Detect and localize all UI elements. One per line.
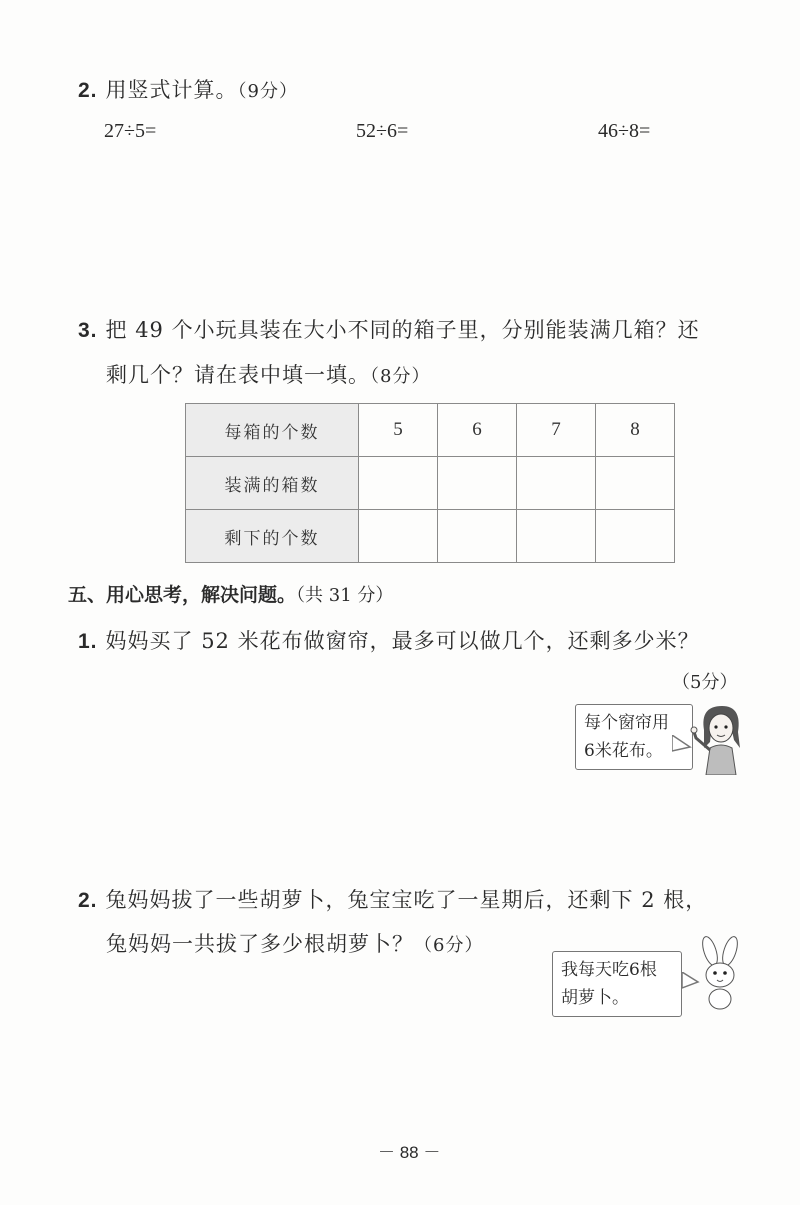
q2-points: （9分） [237,81,298,102]
answer-cell[interactable] [359,457,438,510]
answer-cell[interactable] [596,510,675,563]
p1-heading [78,625,700,655]
row-header-per-box: 每箱的个数 [186,404,359,457]
calc-2: 52÷6= [356,120,409,142]
q2-title: 用竖式计算。 [105,78,238,102]
p2-bubble-line1: 我每天吃6根 [561,960,657,980]
row-header-remaining: 剩下的个数 [186,510,359,563]
per-box-6: 6 [438,404,517,457]
answer-cell[interactable] [517,510,596,563]
p2-text-line1: 兔妈妈拔了一些胡萝卜，兔宝宝吃了一星期后，还剩下 2 根， [105,888,708,912]
calc-3: 46÷8= [598,120,651,142]
p2-text-line2: 兔妈妈一共拔了多少根胡萝卜？ [106,932,414,956]
q2-number: 2. [78,79,98,102]
q2-heading [78,74,298,104]
p2-points: （6分） [414,935,484,956]
calc-1: 27÷5= [104,120,157,142]
p2-number: 2. [78,889,98,912]
p2-line1 [78,884,707,914]
answer-table [185,403,675,563]
per-box-5: 5 [359,404,438,457]
bubble-tail [672,735,692,755]
p2-speech-bubble [552,951,682,1017]
q3-line1 [78,314,700,344]
section5-heading [68,580,393,607]
q3-points: （8分） [370,366,431,387]
rabbit-illustration-icon [690,935,750,1010]
table-row [186,404,675,457]
answer-cell[interactable] [517,457,596,510]
p1-bubble-line2: 6米花布。 [584,741,663,761]
table-row [186,457,675,510]
p2-bubble-line2: 胡萝卜。 [561,988,629,1008]
answer-cell[interactable] [359,510,438,563]
per-box-8: 8 [596,404,675,457]
q3-text-line1: 把 49 个小玩具装在大小不同的箱子里，分别能装满几箱？还 [105,318,700,342]
girl-illustration-icon [690,700,750,775]
answer-cell[interactable] [438,510,517,563]
p1-bubble-line1: 每个窗帘用 [584,713,669,733]
per-box-7: 7 [517,404,596,457]
q3-line2 [106,359,430,389]
answer-cell[interactable] [438,457,517,510]
section5-title: 五、用心思考，解决问题。 [68,584,297,606]
page-number: － 88 － [378,1143,441,1162]
row-header-full-boxes: 装满的箱数 [186,457,359,510]
p2-line2 [106,928,483,958]
answer-cell[interactable] [596,457,675,510]
q3-text-line2: 剩几个？请在表中填一填。 [106,363,370,387]
p1-points: （5分） [672,672,738,693]
p1-text: 妈妈买了 52 米花布做窗帘，最多可以做几个，还剩多少米？ [105,629,700,653]
p1-number: 1. [78,630,98,653]
table-row [186,510,675,563]
q3-number: 3. [78,319,98,342]
section5-points: （共 31 分） [296,585,394,606]
